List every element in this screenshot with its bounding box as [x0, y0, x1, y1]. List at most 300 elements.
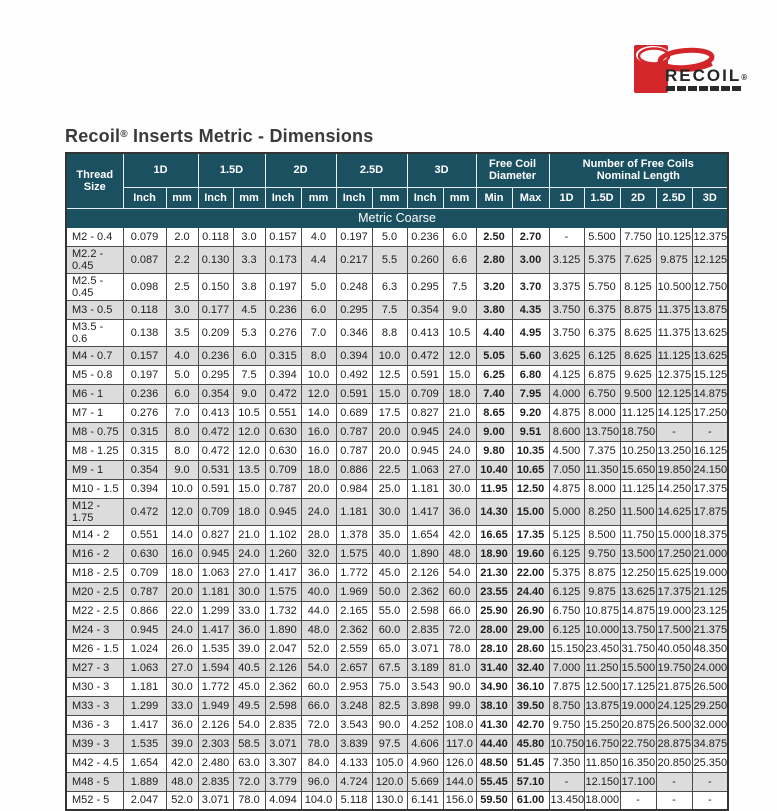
value-cell: 0.197 — [336, 227, 372, 246]
value-cell: 3.750 — [549, 300, 584, 319]
recoil-logo — [633, 40, 751, 96]
value-cell: 0.157 — [123, 346, 166, 365]
value-cell: 104.0 — [301, 791, 336, 810]
value-cell: 6.25 — [476, 365, 512, 384]
value-cell: 0.709 — [407, 384, 443, 403]
value-cell: 9.0 — [166, 460, 198, 479]
value-cell: - — [692, 772, 728, 791]
value-cell: 7.40 — [476, 384, 512, 403]
value-cell: 13.250 — [656, 441, 692, 460]
value-cell: 24.0 — [233, 544, 265, 563]
value-cell: 14.250 — [656, 479, 692, 498]
value-cell: 4.724 — [336, 772, 372, 791]
value-cell: 17.500 — [656, 620, 692, 639]
page-title: Recoil® Inserts Metric - Dimensions — [65, 126, 374, 146]
value-cell: 1.575 — [336, 544, 372, 563]
value-cell: 66.0 — [301, 696, 336, 715]
value-cell: 6.0 — [443, 227, 476, 246]
value-cell: 1.181 — [123, 677, 166, 696]
value-cell: 0.630 — [265, 441, 301, 460]
value-cell: 7.0 — [166, 403, 198, 422]
table-row — [66, 677, 728, 696]
value-cell: 5.3 — [233, 319, 265, 346]
value-cell: 2.953 — [336, 677, 372, 696]
value-cell: 2.165 — [336, 601, 372, 620]
value-cell: 1.417 — [407, 498, 443, 525]
value-cell: 8.750 — [549, 696, 584, 715]
value-cell: 0.118 — [198, 227, 233, 246]
logo-tagline — [666, 86, 742, 91]
value-cell: 30.0 — [443, 479, 476, 498]
value-cell: 0.197 — [123, 365, 166, 384]
value-cell: 58.5 — [233, 734, 265, 753]
col-header-inch: Inch — [198, 187, 233, 208]
value-cell: 12.0 — [301, 384, 336, 403]
value-cell: 50.0 — [372, 582, 407, 601]
table-row — [66, 791, 728, 810]
value-cell: 1.772 — [198, 677, 233, 696]
value-cell: 2.5 — [166, 273, 198, 300]
value-cell: 5.375 — [549, 563, 584, 582]
value-cell: 22.00 — [512, 563, 549, 582]
value-cell: 31.40 — [476, 658, 512, 677]
col-header-mm: mm — [372, 187, 407, 208]
value-cell: 45.0 — [372, 563, 407, 582]
value-cell: 120.0 — [372, 772, 407, 791]
value-cell: 9.500 — [620, 384, 656, 403]
value-cell: 63.0 — [233, 753, 265, 772]
value-cell: 1.654 — [407, 525, 443, 544]
value-cell: 0.945 — [265, 498, 301, 525]
value-cell: 0.945 — [123, 620, 166, 639]
value-cell: 1.890 — [265, 620, 301, 639]
value-cell: 9.0 — [443, 300, 476, 319]
value-cell: 17.375 — [656, 582, 692, 601]
value-cell: 11.125 — [620, 403, 656, 422]
value-cell: 8.625 — [620, 346, 656, 365]
value-cell: 2.362 — [407, 582, 443, 601]
value-cell: 6.375 — [584, 319, 620, 346]
value-cell: 2.126 — [265, 658, 301, 677]
table-row — [66, 734, 728, 753]
value-cell: 12.0 — [233, 422, 265, 441]
value-cell: 14.625 — [656, 498, 692, 525]
logo-wordmark: RECOIL® — [665, 66, 748, 85]
table-body — [66, 208, 728, 810]
value-cell: 1.949 — [198, 696, 233, 715]
value-cell: - — [692, 791, 728, 810]
value-cell: 32.40 — [512, 658, 549, 677]
value-cell: 78.0 — [233, 791, 265, 810]
value-cell: 1.024 — [123, 639, 166, 658]
value-cell: 3.071 — [265, 734, 301, 753]
value-cell: 39.0 — [233, 639, 265, 658]
value-cell: 48.350 — [692, 639, 728, 658]
value-cell: 0.118 — [123, 300, 166, 319]
value-cell: 0.150 — [198, 273, 233, 300]
value-cell: 15.250 — [584, 715, 620, 734]
value-cell: 0.315 — [123, 441, 166, 460]
value-cell: 0.886 — [336, 460, 372, 479]
value-cell: 12.150 — [584, 772, 620, 791]
value-cell: 0.591 — [198, 479, 233, 498]
value-cell: 3.0 — [166, 300, 198, 319]
value-cell: 17.5 — [372, 403, 407, 422]
value-cell: 10.0 — [372, 346, 407, 365]
value-cell: 3.189 — [407, 658, 443, 677]
thread-size-cell: M36 - 3 — [66, 715, 123, 734]
table-row — [66, 273, 728, 300]
value-cell: 4.875 — [549, 479, 584, 498]
value-cell: 2.126 — [407, 563, 443, 582]
value-cell: 27.0 — [443, 460, 476, 479]
table-row — [66, 227, 728, 246]
table-row — [66, 460, 728, 479]
value-cell: - — [620, 791, 656, 810]
value-cell: 3.0 — [233, 227, 265, 246]
value-cell: 21.0 — [443, 403, 476, 422]
value-cell: 3.750 — [549, 319, 584, 346]
table-row — [66, 563, 728, 582]
value-cell: 2.598 — [407, 601, 443, 620]
value-cell: 3.3 — [233, 246, 265, 273]
value-cell: 1.732 — [265, 601, 301, 620]
value-cell: 1.299 — [198, 601, 233, 620]
value-cell: 7.350 — [549, 753, 584, 772]
value-cell: 4.95 — [512, 319, 549, 346]
col-group-2-5d: 2.5D — [336, 153, 407, 187]
value-cell: 16.750 — [584, 734, 620, 753]
value-cell: 31.750 — [620, 639, 656, 658]
value-cell: 90.0 — [372, 715, 407, 734]
value-cell: 2.835 — [198, 772, 233, 791]
value-cell: 65.0 — [372, 639, 407, 658]
value-cell: 21.000 — [692, 544, 728, 563]
table-row — [66, 479, 728, 498]
value-cell: 0.472 — [265, 384, 301, 403]
value-cell: 1.772 — [336, 563, 372, 582]
value-cell: 10.40 — [476, 460, 512, 479]
value-cell: 11.250 — [584, 658, 620, 677]
value-cell: 0.492 — [336, 365, 372, 384]
thread-size-cell: M48 - 5 — [66, 772, 123, 791]
value-cell: 3.307 — [265, 753, 301, 772]
value-cell: 4.0 — [166, 346, 198, 365]
value-cell: 22.5 — [372, 460, 407, 479]
value-cell: 2.047 — [123, 791, 166, 810]
value-cell: 21.0 — [233, 525, 265, 544]
value-cell: 8.625 — [620, 319, 656, 346]
table-row — [66, 753, 728, 772]
value-cell: 12.0 — [443, 346, 476, 365]
value-cell: 28.875 — [656, 734, 692, 753]
value-cell: 33.0 — [233, 601, 265, 620]
value-cell: 25.350 — [692, 753, 728, 772]
value-cell: 2.303 — [198, 734, 233, 753]
value-cell: 20.0 — [166, 582, 198, 601]
value-cell: 8.000 — [584, 479, 620, 498]
value-cell: 54.0 — [233, 715, 265, 734]
value-cell: 0.276 — [123, 403, 166, 422]
value-cell: 30.0 — [372, 498, 407, 525]
value-cell: 5.125 — [549, 525, 584, 544]
value-cell: 17.375 — [692, 479, 728, 498]
value-cell: 0.827 — [198, 525, 233, 544]
value-cell: 28.10 — [476, 639, 512, 658]
value-cell: 13.625 — [692, 346, 728, 365]
value-cell: 2.50 — [476, 227, 512, 246]
value-cell: 3.779 — [265, 772, 301, 791]
col-header-inch: Inch — [407, 187, 443, 208]
value-cell: 1.535 — [198, 639, 233, 658]
value-cell: 3.80 — [476, 300, 512, 319]
value-cell: 14.875 — [620, 601, 656, 620]
value-cell: 19.000 — [620, 696, 656, 715]
value-cell: 42.70 — [512, 715, 549, 734]
value-cell: 24.000 — [692, 658, 728, 677]
value-cell: 8.875 — [620, 300, 656, 319]
table-row — [66, 639, 728, 658]
value-cell: 2.835 — [265, 715, 301, 734]
value-cell: 0.130 — [198, 246, 233, 273]
value-cell: 12.375 — [656, 365, 692, 384]
value-cell: 5.000 — [549, 498, 584, 525]
value-cell: 18.0 — [233, 498, 265, 525]
value-cell: 0.236 — [198, 346, 233, 365]
value-cell: 7.750 — [620, 227, 656, 246]
value-cell: 10.875 — [584, 601, 620, 620]
value-cell: 105.0 — [372, 753, 407, 772]
value-cell: 20.0 — [301, 479, 336, 498]
value-cell: 11.125 — [656, 346, 692, 365]
value-cell: 8.000 — [584, 403, 620, 422]
value-cell: 39.50 — [512, 696, 549, 715]
value-cell: 13.500 — [620, 544, 656, 563]
thread-size-cell: M7 - 1 — [66, 403, 123, 422]
value-cell: 6.6 — [443, 246, 476, 273]
value-cell: 0.295 — [198, 365, 233, 384]
value-cell: 10.65 — [512, 460, 549, 479]
value-cell: 7.625 — [620, 246, 656, 273]
col-header-mm: mm — [443, 187, 476, 208]
value-cell: 59.50 — [476, 791, 512, 810]
value-cell: 0.472 — [198, 441, 233, 460]
value-cell: 2.598 — [265, 696, 301, 715]
value-cell: 11.375 — [656, 300, 692, 319]
value-cell: 6.0 — [233, 346, 265, 365]
value-cell: 15.125 — [692, 365, 728, 384]
value-cell: 6.125 — [584, 346, 620, 365]
value-cell: 15.0 — [233, 479, 265, 498]
value-cell: 19.000 — [692, 563, 728, 582]
value-cell: 5.0 — [301, 273, 336, 300]
value-cell: 0.630 — [265, 422, 301, 441]
value-cell: 1.299 — [123, 696, 166, 715]
value-cell: 26.500 — [692, 677, 728, 696]
value-cell: 29.250 — [692, 696, 728, 715]
value-cell: 24.0 — [443, 422, 476, 441]
value-cell: 67.5 — [372, 658, 407, 677]
thread-size-cell: M2.5 - 0.45 — [66, 273, 123, 300]
value-cell: 44.0 — [301, 601, 336, 620]
value-cell: 0.531 — [198, 460, 233, 479]
value-cell: 29.00 — [512, 620, 549, 639]
value-cell: 45.0 — [233, 677, 265, 696]
value-cell: 12.250 — [620, 563, 656, 582]
value-cell: 0.866 — [123, 601, 166, 620]
value-cell: 0.945 — [407, 422, 443, 441]
value-cell: 55.45 — [476, 772, 512, 791]
value-cell: 48.50 — [476, 753, 512, 772]
table-row — [66, 441, 728, 460]
value-cell: 45.80 — [512, 734, 549, 753]
value-cell: 0.945 — [198, 544, 233, 563]
value-cell: 12.125 — [692, 246, 728, 273]
table-row — [66, 422, 728, 441]
table-row — [66, 601, 728, 620]
value-cell: 117.0 — [443, 734, 476, 753]
value-cell: 41.30 — [476, 715, 512, 734]
value-cell: 4.252 — [407, 715, 443, 734]
value-cell: 0.354 — [123, 460, 166, 479]
value-cell: 14.125 — [656, 403, 692, 422]
value-cell: 9.875 — [656, 246, 692, 273]
col-header-coils-3d: 3D — [692, 187, 728, 208]
value-cell: 78.0 — [443, 639, 476, 658]
value-cell: 4.500 — [549, 441, 584, 460]
value-cell: 3.5 — [166, 319, 198, 346]
value-cell: 130.0 — [372, 791, 407, 810]
value-cell: 20.850 — [656, 753, 692, 772]
value-cell: 6.125 — [549, 620, 584, 639]
value-cell: 5.0 — [372, 227, 407, 246]
value-cell: 15.00 — [512, 498, 549, 525]
value-cell: 15.000 — [656, 525, 692, 544]
value-cell: 4.094 — [265, 791, 301, 810]
value-cell: 5.118 — [336, 791, 372, 810]
value-cell: 8.0 — [301, 346, 336, 365]
value-cell: 8.65 — [476, 403, 512, 422]
value-cell: 75.0 — [372, 677, 407, 696]
value-cell: 49.5 — [233, 696, 265, 715]
table-row — [66, 384, 728, 403]
col-header-coils-1-5d: 1.5D — [584, 187, 620, 208]
value-cell: 16.350 — [620, 753, 656, 772]
value-cell: 36.0 — [233, 620, 265, 639]
value-cell: 1.417 — [265, 563, 301, 582]
value-cell: 13.750 — [620, 620, 656, 639]
value-cell: 14.30 — [476, 498, 512, 525]
col-header-coils-2d: 2D — [620, 187, 656, 208]
value-cell: 6.141 — [407, 791, 443, 810]
value-cell: 0.472 — [198, 422, 233, 441]
value-cell: 0.248 — [336, 273, 372, 300]
value-cell: 1.969 — [336, 582, 372, 601]
value-cell: 40.0 — [301, 582, 336, 601]
value-cell: 18.0 — [443, 384, 476, 403]
col-group-3d: 3D — [407, 153, 476, 187]
value-cell: 3.071 — [198, 791, 233, 810]
value-cell: 13.450 — [549, 791, 584, 810]
value-cell: 21.125 — [692, 582, 728, 601]
thread-size-cell: M24 - 3 — [66, 620, 123, 639]
value-cell: 18.0 — [301, 460, 336, 479]
value-cell: 0.354 — [198, 384, 233, 403]
value-cell: 10.500 — [656, 273, 692, 300]
value-cell: 5.375 — [584, 246, 620, 273]
thread-size-cell: M5 - 0.8 — [66, 365, 123, 384]
value-cell: 54.0 — [301, 658, 336, 677]
value-cell: 5.750 — [584, 273, 620, 300]
value-cell: 4.0 — [301, 227, 336, 246]
value-cell: 39.0 — [166, 734, 198, 753]
col-header-inch: Inch — [336, 187, 372, 208]
value-cell: 27.0 — [166, 658, 198, 677]
value-cell: 0.173 — [265, 246, 301, 273]
value-cell: 17.250 — [692, 403, 728, 422]
value-cell: 0.394 — [265, 365, 301, 384]
value-cell: - — [549, 772, 584, 791]
value-cell: 10.5 — [233, 403, 265, 422]
value-cell: 38.10 — [476, 696, 512, 715]
value-cell: 0.209 — [198, 319, 233, 346]
value-cell: 24.0 — [443, 441, 476, 460]
value-cell: 17.100 — [620, 772, 656, 791]
value-cell: 9.750 — [549, 715, 584, 734]
thread-size-cell: M20 - 2.5 — [66, 582, 123, 601]
value-cell: 9.80 — [476, 441, 512, 460]
value-cell: 20.0 — [372, 422, 407, 441]
value-cell: 21.30 — [476, 563, 512, 582]
value-cell: 6.0 — [166, 384, 198, 403]
value-cell: 27.0 — [233, 563, 265, 582]
col-header-mm: mm — [301, 187, 336, 208]
value-cell: 32.0 — [301, 544, 336, 563]
thread-size-cell: M2.2 - 0.45 — [66, 246, 123, 273]
value-cell: 11.500 — [620, 498, 656, 525]
value-cell: 84.0 — [301, 753, 336, 772]
value-cell: 14.0 — [301, 403, 336, 422]
value-cell: 1.890 — [407, 544, 443, 563]
value-cell: 0.177 — [198, 300, 233, 319]
value-cell: 20.875 — [620, 715, 656, 734]
value-cell: 12.5 — [372, 365, 407, 384]
value-cell: 78.0 — [301, 734, 336, 753]
value-cell: 9.625 — [620, 365, 656, 384]
value-cell: 2.480 — [198, 753, 233, 772]
value-cell: 0.260 — [407, 246, 443, 273]
value-cell: 6.375 — [584, 300, 620, 319]
value-cell: 2.362 — [336, 620, 372, 639]
value-cell: 26.500 — [656, 715, 692, 734]
value-cell: 13.875 — [584, 696, 620, 715]
value-cell: 16.125 — [692, 441, 728, 460]
value-cell: 10.750 — [549, 734, 584, 753]
value-cell: 5.5 — [372, 246, 407, 273]
value-cell: 13.5 — [233, 460, 265, 479]
value-cell: 60.0 — [443, 582, 476, 601]
value-cell: 21.375 — [692, 620, 728, 639]
value-cell: 14.875 — [692, 384, 728, 403]
value-cell: 6.750 — [584, 384, 620, 403]
value-cell: 0.709 — [198, 498, 233, 525]
col-header-inch: Inch — [265, 187, 301, 208]
value-cell: 3.125 — [549, 246, 584, 273]
value-cell: 0.551 — [123, 525, 166, 544]
thread-size-cell: M22 - 2.5 — [66, 601, 123, 620]
value-cell: 12.0 — [166, 498, 198, 525]
value-cell: 48.0 — [301, 620, 336, 639]
